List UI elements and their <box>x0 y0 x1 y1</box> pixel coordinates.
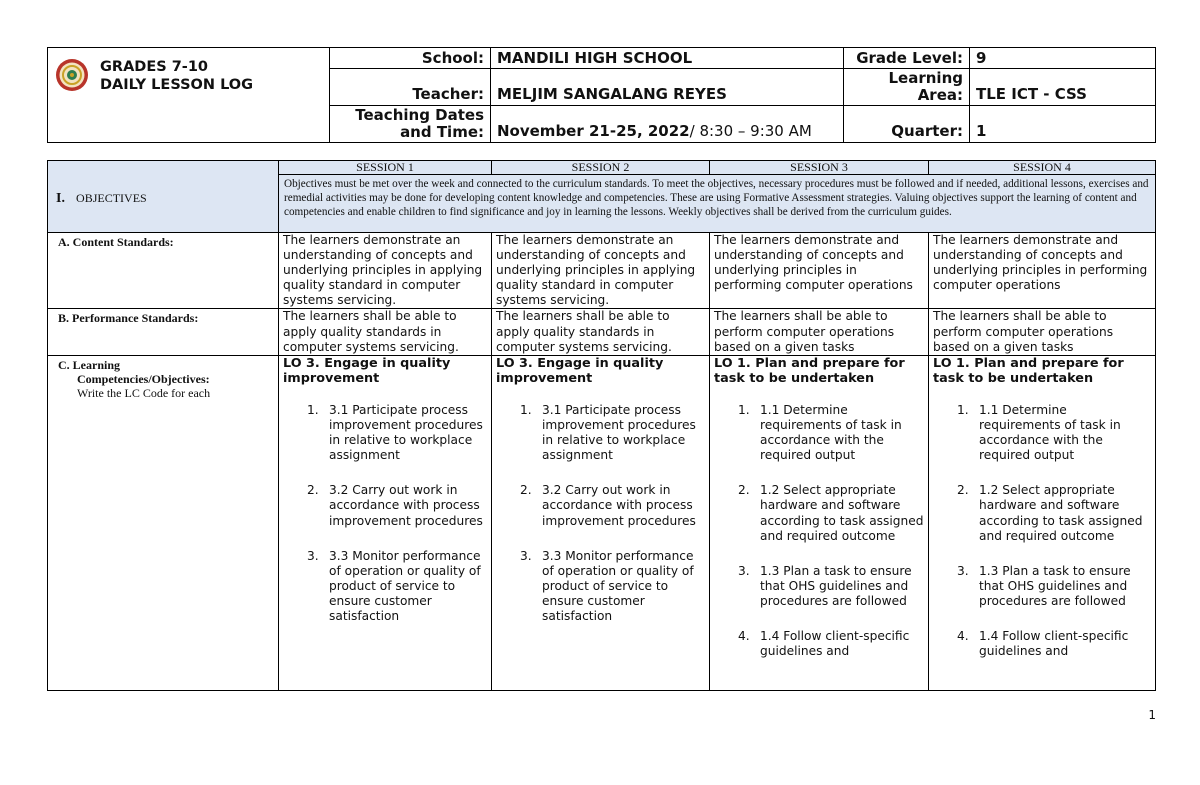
item-number: 1. <box>738 402 750 417</box>
dates-label-line2: and Time: <box>400 123 484 141</box>
item-number: 1. <box>307 402 319 417</box>
learning-area-label-line1: Learning <box>888 69 963 87</box>
lo-title: LO 3. Engage in quality improvement <box>283 355 451 387</box>
competencies-label-line1: Learning <box>72 357 121 372</box>
competencies-label-cell <box>48 355 279 690</box>
competencies-session-2 <box>492 355 710 690</box>
item-text: 1.3 Plan a task to ensure that OHS guidelines and procedures are followed <box>979 563 1131 608</box>
competencies-session-4 <box>929 355 1156 690</box>
item-number: 2. <box>520 483 532 498</box>
objectives-label-cell <box>48 161 279 233</box>
school-value: MANDILI HIGH SCHOOL <box>491 48 844 69</box>
competency-list <box>714 403 924 659</box>
item-number: 1. <box>957 402 969 417</box>
performance-standards-row <box>48 309 1156 355</box>
item-text: 3.3 Monitor performance of operation or quality of product of service to ensure customer satisfaction <box>329 548 481 623</box>
competency-list <box>933 403 1151 659</box>
time-value: / 8:30 – 9:30 AM <box>689 122 812 140</box>
session-2-header: SESSION 2 <box>492 161 710 175</box>
list-item <box>714 483 924 543</box>
quarter-value: 1 <box>970 106 1156 143</box>
competencies-label-line2: Competencies/Objectives: <box>77 371 210 386</box>
objectives-description: Objectives must be met over the week and connected to the curriculum standards. To meet the objectives, necessary procedures must be followed and if needed, additional lessons, exercises and remedial activities may be done for developing content knowledge and competencies. These are using Formative Assessment strategies. Valuing objectives support the learning of content and competencies and enable children to find significance and joy in learning the lessons. Weekly objectives shall be derived from the curriculum guides. <box>279 175 1156 233</box>
dates-value: November 21-25, 2022 <box>497 122 690 140</box>
learning-area-label-line2: Area: <box>917 86 963 104</box>
list-item <box>496 403 705 463</box>
header-table <box>47 47 1156 143</box>
item-text: 3.3 Monitor performance of operation or quality of product of service to ensure customer satisfaction <box>542 548 694 623</box>
grade-label: Grade Level: <box>844 48 970 69</box>
deped-seal-icon <box>55 58 89 92</box>
session-4-header: SESSION 4 <box>929 161 1156 175</box>
title-line1: GRADES 7-10 <box>100 59 209 75</box>
competencies-session-1 <box>279 355 492 690</box>
content-standard-session-3: The learners demonstrate and understanding of concepts and underlying principles in performing computer operations <box>710 233 929 309</box>
content-standard-session-4: The learners demonstrate and understanding of concepts and underlying principles in performing computer operations <box>929 233 1156 309</box>
competency-list <box>283 403 487 624</box>
performance-standard-session-1: The learners shall be able to apply quality standards in computer systems servicing. <box>279 309 492 355</box>
item-text: 3.2 Carry out work in accordance with process improvement procedures <box>542 483 696 528</box>
list-item <box>933 403 1151 463</box>
list-item <box>496 549 705 624</box>
item-text: 1.2 Select appropriate hardware and software according to task assigned and required outcome <box>760 483 924 543</box>
item-text: 1.4 Follow client-specific guidelines and <box>760 628 910 659</box>
lesson-log-table <box>47 160 1156 691</box>
item-text: 3.2 Carry out work in accordance with process improvement procedures <box>329 483 483 528</box>
list-item <box>714 564 924 609</box>
title-line2: DAILY LESSON LOG <box>100 77 254 93</box>
item-number: 3. <box>738 563 750 578</box>
page-number: 1 <box>1148 708 1156 722</box>
item-text: 1.1 Determine requirements of task in accordance with the required output <box>979 402 1121 463</box>
list-item <box>283 403 487 463</box>
item-text: 3.1 Participate process improvement procedures in relative to workplace assignment <box>329 402 483 463</box>
list-item <box>933 564 1151 609</box>
lo-title: LO 1. Plan and prepare for task to be undertaken <box>933 355 1124 387</box>
session-header-row <box>48 161 1156 175</box>
dates-label <box>330 106 491 143</box>
school-label: School: <box>330 48 491 69</box>
content-standards-label: A. Content Standards: <box>48 233 279 309</box>
item-text: 1.2 Select appropriate hardware and software according to task assigned and required outcome <box>979 483 1143 543</box>
item-number: 4. <box>738 628 750 643</box>
learning-area-label <box>844 69 970 106</box>
competencies-session-3 <box>710 355 929 690</box>
item-text: 1.3 Plan a task to ensure that OHS guidelines and procedures are followed <box>760 563 912 608</box>
lo-title: LO 1. Plan and prepare for task to be undertaken <box>714 355 905 387</box>
teacher-value: MELJIM SANGALANG REYES <box>491 69 844 106</box>
list-item <box>283 549 487 624</box>
item-number: 3. <box>520 548 532 563</box>
item-number: 2. <box>957 483 969 498</box>
item-number: 2. <box>738 483 750 498</box>
content-standards-row <box>48 233 1156 309</box>
competencies-row <box>48 355 1156 690</box>
item-number: 2. <box>307 483 319 498</box>
log-title <box>100 58 253 94</box>
list-item <box>714 403 924 463</box>
content-standard-session-1: The learners demonstrate an understanding of concepts and underlying principles in applying quality standard in computer systems servicing. <box>279 233 492 309</box>
item-text: 3.1 Participate process improvement procedures in relative to workplace assignment <box>542 402 696 463</box>
performance-standard-session-4: The learners shall be able to perform computer operations based on a given tasks <box>929 309 1156 355</box>
objectives-numeral: I. <box>56 191 65 206</box>
session-3-header: SESSION 3 <box>710 161 929 175</box>
content-standard-session-2: The learners demonstrate an understanding of concepts and underlying principles in applying quality standard in computer systems servicing. <box>492 233 710 309</box>
dates-label-line1: Teaching Dates <box>355 106 484 124</box>
item-number: 3. <box>957 563 969 578</box>
logo-title-cell <box>48 48 330 143</box>
list-item <box>496 483 705 528</box>
list-item <box>933 483 1151 543</box>
competencies-label-prefix: C. <box>58 357 70 372</box>
competencies-label <box>58 358 274 372</box>
list-item <box>933 629 1151 659</box>
item-text: 1.4 Follow client-specific guidelines and <box>979 628 1129 659</box>
quarter-label: Quarter: <box>844 106 970 143</box>
item-number: 3. <box>307 548 319 563</box>
objectives-label: OBJECTIVES <box>76 191 147 205</box>
competency-list <box>496 403 705 624</box>
session-1-header: SESSION 1 <box>279 161 492 175</box>
teacher-label: Teacher: <box>330 69 491 106</box>
performance-standards-label: B. Performance Standards: <box>48 309 279 355</box>
item-number: 4. <box>957 628 969 643</box>
item-text: 1.1 Determine requirements of task in accordance with the required output <box>760 402 902 463</box>
list-item <box>714 629 924 659</box>
item-number: 1. <box>520 402 532 417</box>
lc-code-note: Write the LC Code for each <box>77 385 211 400</box>
performance-standard-session-2: The learners shall be able to apply quality standards in computer systems servicing. <box>492 309 710 355</box>
grade-value: 9 <box>970 48 1156 69</box>
performance-standard-session-3: The learners shall be able to perform computer operations based on a given tasks <box>710 309 929 355</box>
learning-area-value: TLE ICT - CSS <box>970 69 1156 106</box>
lo-title: LO 3. Engage in quality improvement <box>496 355 664 387</box>
list-item <box>283 483 487 528</box>
dates-value-cell <box>491 106 844 143</box>
